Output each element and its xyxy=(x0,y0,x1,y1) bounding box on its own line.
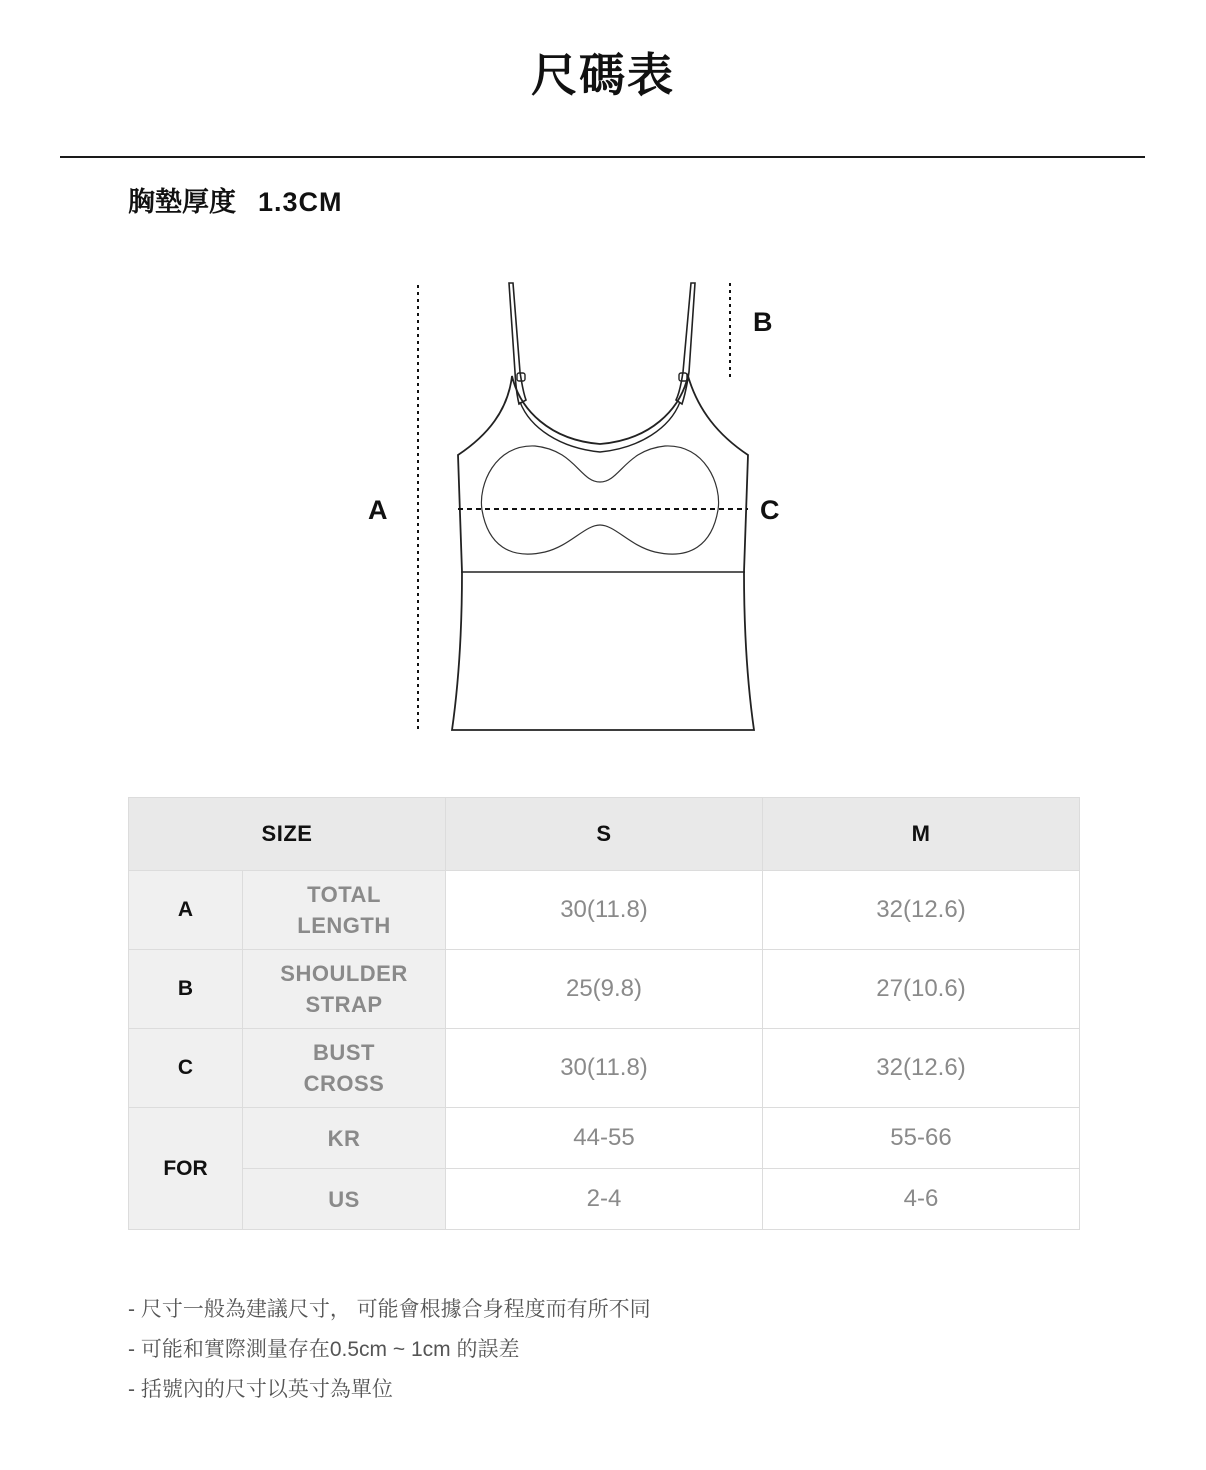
value-m: 32(12.6) xyxy=(763,1029,1080,1108)
row-label-line: LENGTH xyxy=(297,913,391,938)
bra-pad-outline xyxy=(481,446,718,554)
header-size: SIZE xyxy=(129,798,446,871)
row-code: B xyxy=(129,950,243,1029)
table-header-row xyxy=(129,798,1080,871)
fit-label: FOR xyxy=(129,1108,243,1230)
marker-b: B xyxy=(753,307,773,337)
row-label-line: SHOULDER xyxy=(280,961,408,986)
row-code: C xyxy=(129,1029,243,1108)
row-label-line: BUST xyxy=(313,1040,375,1065)
fit-kr-s: 44-55 xyxy=(446,1108,763,1169)
size-notes xyxy=(128,1290,651,1410)
value-s: 30(11.8) xyxy=(446,1029,763,1108)
left-strap xyxy=(509,283,526,404)
fit-us-s: 2-4 xyxy=(446,1169,763,1230)
header-s: S xyxy=(446,798,763,871)
value-m: 27(10.6) xyxy=(763,950,1080,1029)
row-label xyxy=(243,871,446,950)
header-m: M xyxy=(763,798,1080,871)
pad-thickness-value: 1.3CM xyxy=(258,187,343,217)
fit-kr-m: 55-66 xyxy=(763,1108,1080,1169)
value-s: 30(11.8) xyxy=(446,871,763,950)
table-row xyxy=(129,950,1080,1029)
row-label-line: STRAP xyxy=(305,992,383,1017)
row-label xyxy=(243,1029,446,1108)
marker-a: A xyxy=(368,495,388,525)
pad-thickness-label: 胸墊厚度 xyxy=(128,187,236,217)
row-label-line: TOTAL xyxy=(307,882,381,907)
marker-c: C xyxy=(760,495,780,525)
fit-kr-label: KR xyxy=(243,1108,446,1169)
value-m: 32(12.6) xyxy=(763,871,1080,950)
table-row xyxy=(129,1029,1080,1108)
row-label-line: CROSS xyxy=(303,1071,385,1096)
value-s: 25(9.8) xyxy=(446,950,763,1029)
page-title: 尺碼表 xyxy=(531,49,675,101)
table-row xyxy=(129,871,1080,950)
garment-outline xyxy=(452,376,754,730)
fit-us-m: 4-6 xyxy=(763,1169,1080,1230)
note-item: - 括號內的尺寸以英寸為單位 xyxy=(128,1378,393,1401)
row-code: A xyxy=(129,871,243,950)
fit-us-label: US xyxy=(243,1169,446,1230)
note-item: - 尺寸一般為建議尺寸， 可能會根據合身程度而有所不同 xyxy=(128,1298,651,1321)
table-row-us xyxy=(129,1169,1080,1230)
size-table xyxy=(128,797,1080,1230)
row-label xyxy=(243,950,446,1029)
note-item: - 可能和實際測量存在0.5cm ~ 1cm 的誤差 xyxy=(128,1338,520,1361)
table-row-kr xyxy=(129,1108,1080,1169)
